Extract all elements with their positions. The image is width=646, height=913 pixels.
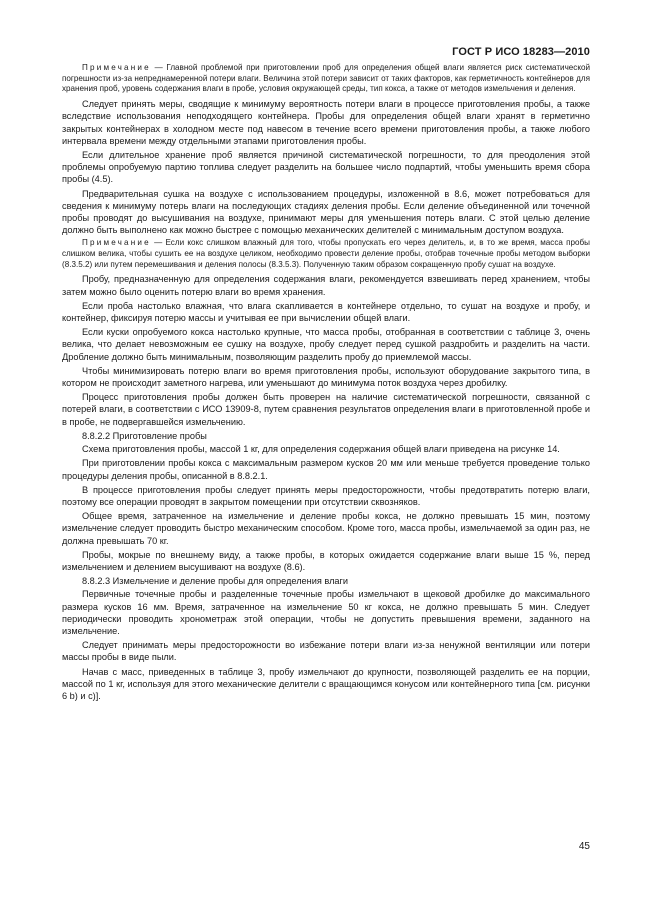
note-paragraph: Примечание — Главной проблемой при приготовлении проб для определения общей влаги является риск систематической погрешности из-за непреднамеренной потери влаги. Величина этой потери зависит от таких факторов, как герметичность контейнеров для хранения проб, уровень содержания влаги в пробе, условия окружающей среды, тип кокса, а также от методов измельчения и деления.: [62, 63, 590, 94]
note-label: Примечание: [82, 238, 151, 248]
body-text: [62, 63, 590, 704]
paragraph: Пробу, предназначенную для определения содержания влаги, рекомендуется взвешивать перед хранением, чтобы затем можно было оценить потерю влаги во время хранения.: [62, 274, 590, 297]
paragraph: Следует принять меры, сводящие к минимуму вероятность потери влаги в процессе приготовления пробы, а также вследствие использования неподходящего контейнера. Пробы для определения общей влаги хранят в герметично закрытых контейнерах в холодном месте под навесом в течение всего времени приготовления пробы, а также любого интервала времени между отдельными этапами приготовления пробы.: [62, 99, 590, 146]
paragraph: Чтобы минимизировать потерю влаги во время приготовления пробы, используют оборудование закрытого типа, в котором не происходит заметного нагрева, или уменьшают до минимума поток воздуха через дробилку.: [62, 365, 590, 389]
paragraph: Схема приготовления пробы, массой 1 кг, для определения содержания общей влаги приведена на рисунке 14.: [82, 444, 560, 455]
paragraph: При приготовлении пробы кокса с максимальным размером кусков 20 мм или меньше требуется проведение только процедуры деления пробы, описанной в 8.8.2.1.: [62, 458, 590, 481]
paragraph: Если длительное хранение проб является причиной систематической погрешности, то для преодоления этой проблемы опробуемую партию топлива следует разделить на большее число подпартий, чтобы уменьшить время сбора пробы (4.5).: [62, 149, 590, 185]
page-number: 45: [578, 841, 590, 852]
note-label: Примечание: [82, 63, 151, 72]
paragraph: Пробы, мокрые по внешнему виду, а также пробы, в которых ожидается содержание влаги выше 15 %, перед измельчением и делением высушивают на воздухе (8.6).: [62, 549, 590, 572]
paragraph: Предварительная сушка на воздухе с использованием процедуры, изложенной в 8.6, может потребоваться для сведения к минимуму потерь влаги на последующих стадиях деления пробы. Если деление объединенной или точечной пробы проводят до высушивания на воздухе, принимают меры для уменьшения потерь влаги. С этой целью деление должно быть выполнено как можно быстрее с помощью механических делителей с минимальным доступом воздуха.: [62, 188, 590, 236]
paragraph: Начав с масс, приведенных в таблице 3, пробу измельчают до крупности, позволяющей разделить ее на порции, массой по 1 кг, используя для этого механические делители с вращающимся конусом или контейнерного типа [см. рисунки 6 b) и с)].: [62, 666, 590, 701]
standard-header: ГОСТ Р ИСО 18283—2010: [452, 46, 590, 58]
paragraph: Если куски опробуемого кокса настолько крупные, что масса пробы, отобранная в соответствии с таблице 3, очень велика, что делает невозможным ее сушку на воздухе, пробу следует перед сушкой раздробить и разделить на части. Дробление должно быть минимальным, позволяющим разделить пробу до приемлемой массы.: [62, 327, 590, 362]
paragraph: Если проба настолько влажная, что влага скапливается в контейнере отдельно, то сушат на воздухе и пробу, и контейнер, фиксируя потерю массы и учитывая ее при вычислении общей влаги.: [62, 300, 590, 324]
paragraph: Следует принимать меры предосторожности во избежание потери влаги из-за ненужной вентиляции или потери массы пробы в виде пыли.: [62, 640, 590, 663]
paragraph: В процессе приготовления пробы следует принять меры предосторожности, чтобы предотвратить потерю влаги, поэтому все операции проводят в закрытом помещении при отсутствии сквозняков.: [62, 484, 590, 507]
section-heading: 8.8.2.3 Измельчение и деление пробы для определения влаги: [82, 576, 349, 587]
section-heading: 8.8.2.2 Приготовление пробы: [82, 430, 207, 441]
paragraph: Общее время, затраченное на измельчение и деление пробы кокса, не должно превышать 15 мин, поэтому измельчение следует проводить быстро механическим способом. Кроме того, масса пробы, измельчаемой за один раз, не должна превышать 70 кг.: [62, 511, 590, 546]
paragraph: Первичные точечные пробы и разделенные точечные пробы измельчают в щековой дробилке до максимального размера кусков 16 мм. Время, затраченное на измельчение 50 кг кокса, не должно превышать 5 мин. Следует периодически проводить хронометраж этой операции, чтобы не допустить превышения времени, заданного на измельчение.: [62, 589, 590, 636]
note-paragraph: Примечание — Если кокс слишком влажный для того, чтобы пропускать его через делитель, и, в то же время, масса пробы слишком велика, чтобы сушить ее на воздухе целиком, необходимо провести деление пробы, отобрав точечные пробы методом выборки (8.3.5.2) или путем перемешивания и деления полосы (8.3.5.3). Полученную таким образом сокращенную пробу сушат на воздухе.: [62, 238, 590, 269]
paragraph: Процесс приготовления пробы должен быть проверен на наличие систематической погрешности, связанной с потерей влаги, в соответствии с ИСО 13909-8, путем сравнения результатов определения влаги в приготовленной пробе и в пробе, не подвергавшейся измельчению.: [62, 392, 590, 427]
